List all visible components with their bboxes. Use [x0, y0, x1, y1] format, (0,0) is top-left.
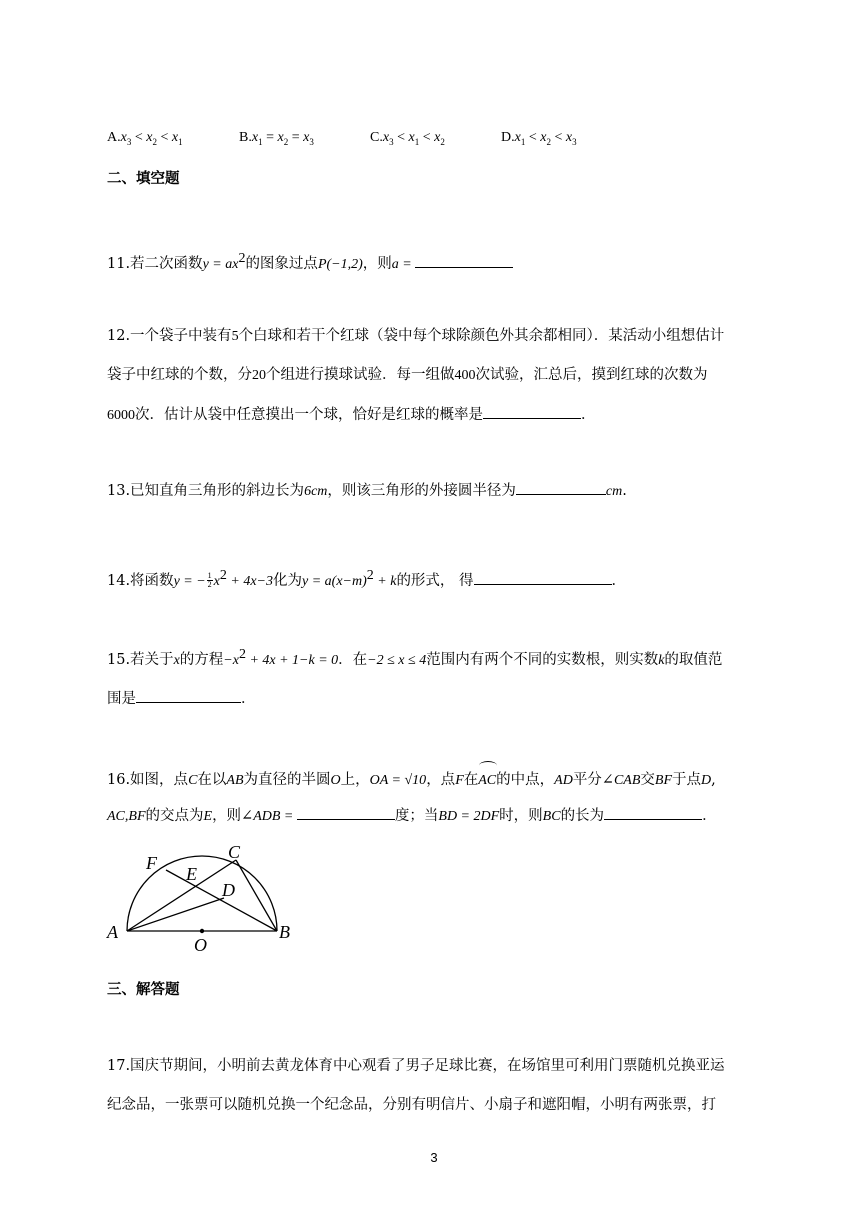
fraction-one-half: $\frac{1}{2}$ — [207, 571, 212, 590]
section-title-solutions: 三、解答题 — [107, 981, 180, 998]
arc-ac: AC — [478, 770, 496, 791]
answer-blank[interactable] — [297, 805, 395, 820]
label-o: O — [194, 935, 207, 955]
segment-ad — [127, 898, 224, 931]
answer-blank[interactable] — [474, 570, 612, 585]
question-12-line-2: 袋子中红球的个数，分20个组进行摸球试验．每一组做400次试验，汇总后，摸到红球的次数为 — [107, 367, 708, 383]
answer-blank[interactable] — [483, 404, 581, 419]
option-a: $A.x_3 < x_2 < x_1$ — [107, 130, 183, 147]
answer-blank[interactable] — [136, 688, 241, 703]
center-point-o — [200, 929, 204, 933]
label-d: D — [222, 880, 235, 900]
question-17-line-1: 17.国庆节期间，小明前去黄龙体育中心观看了男子足球比赛，在场馆里可利用门票随机兑换亚运 — [107, 1058, 725, 1074]
label-c: C — [228, 842, 241, 862]
question-15-line-2: 围是 ． — [107, 688, 256, 709]
segment-ac — [127, 860, 236, 931]
option-b: $B.x_1 = x_2 = x_3$ — [239, 130, 314, 147]
answer-blank[interactable] — [415, 253, 513, 268]
question-16-line-2: AC,BF的交点为E，则∠ADB = 度；当BD = 2DF时，则BC的长为 ． — [107, 805, 717, 827]
answer-blank[interactable] — [604, 805, 702, 820]
answer-blank[interactable] — [516, 480, 606, 495]
question-11: 11.若二次函数$y = ax^2$的图象过点P(−1,2)，则a = — [107, 249, 513, 275]
question-12-line-3: 6000次．估计从袋中任意摸出一个球，恰好是红球的概率是 ． — [107, 404, 596, 426]
option-c: $C.x_3 < x_1 < x_2$ — [370, 130, 445, 147]
question-17-line-2: 纪念品，一张票可以随机兑换一个纪念品，分别有明信片、小扇子和遮阳帽，小明有两张票，打 — [107, 1097, 716, 1113]
semicircle-figure — [103, 838, 303, 958]
question-12-line-1: 12.一个袋子中装有5个白球和若干个红球（袋中每个球除颜色外其余都相同）．某活动小组想估计 — [107, 328, 725, 344]
question-15-line-1: 15.若关于x的方程$-x^2 + 4x + 1-k = 0$．在−2 ≤ x ≤ 4范围内有两个不同的实数根，则实数k的取值范 — [107, 647, 723, 668]
question-13: 13.已知直角三角形的斜边长为6cm，则该三角形的外接圆半径为 cm. — [107, 480, 627, 502]
label-b: B — [279, 922, 290, 942]
label-e: E — [186, 864, 197, 884]
page-number: 3 — [430, 1150, 438, 1165]
question-14: 14.将函数y = − $\frac{1}{2}$ $x^2 + 4x-3$化为$y = a(x-m)^2 + k$的形式， 得 ． — [107, 568, 627, 590]
option-d: $D.x_1 < x_2 < x_3$ — [501, 130, 577, 147]
question-16-line-1: 16.如图，点C在以AB为直径的半圆O上，OA = √10，点F在 AC的中点，AD平分∠CAB交BF于点D, — [107, 770, 716, 791]
label-a: A — [107, 922, 118, 942]
section-title-fill-in: 二、填空题 — [107, 170, 180, 187]
label-f: F — [146, 853, 157, 873]
